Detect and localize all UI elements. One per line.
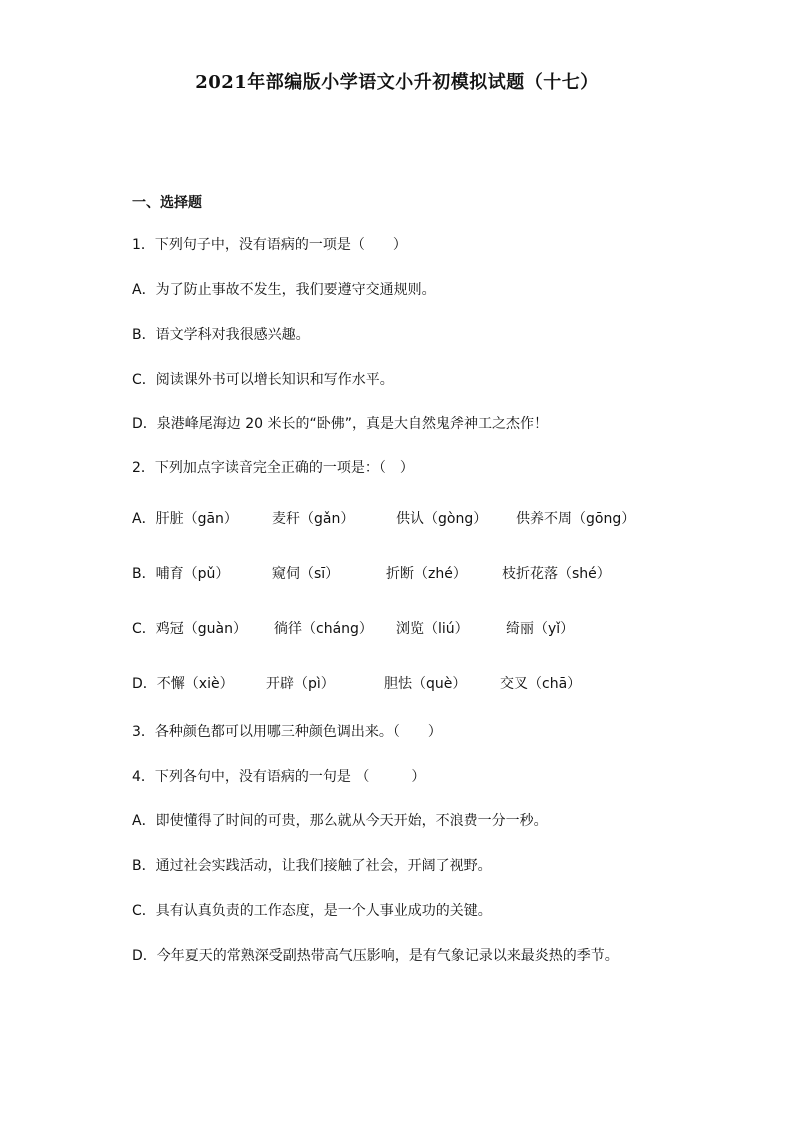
question-1-option-c: C．阅读课外书可以增长知识和写作水平。 xyxy=(132,372,394,388)
option-cell: 开辟（pì） xyxy=(266,676,335,692)
option-cell: 麦秆（gǎn） xyxy=(272,511,355,527)
question-1-option-d: D．泉港峰尾海边 20 米长的“卧佛”，真是大自然鬼斧神工之杰作！ xyxy=(132,416,548,432)
option-cell: D．不懈（xiè） xyxy=(132,676,234,692)
question-3-stem: 3．各种颜色都可以用哪三种颜色调出来。（ ） xyxy=(132,724,442,740)
page-title: 2021年部编版小学语文小升初模拟试题（十七） xyxy=(195,72,599,93)
option-cell: C．鸡冠（guàn） xyxy=(132,621,247,637)
option-cell: 交叉（chā） xyxy=(500,676,582,692)
question-4-option-d: D．今年夏天的常熟深受副热带高气压影响，是有气象记录以来最炎热的季节。 xyxy=(132,948,619,964)
option-cell: 窥伺（sī） xyxy=(272,566,340,582)
section-heading: 一、选择题 xyxy=(132,195,202,211)
question-4-option-b: B．通过社会实践活动，让我们接触了社会，开阔了视野。 xyxy=(132,858,492,874)
question-2-stem: 2．下列加点字读音完全正确的一项是：（ ） xyxy=(132,460,414,476)
option-cell: 供认（gòng） xyxy=(396,511,488,527)
question-1-option-b: B．语文学科对我很感兴趣。 xyxy=(132,327,310,343)
option-cell: 供养不周（gōng） xyxy=(516,511,636,527)
option-cell: 胆怯（què） xyxy=(384,676,467,692)
question-4-stem: 4．下列各句中，没有语病的一句是 （ ） xyxy=(132,769,426,785)
option-cell: 浏览（liú） xyxy=(396,621,469,637)
option-cell: 绮丽（yǐ） xyxy=(506,621,575,637)
option-cell: 枝折花落（shé） xyxy=(502,566,611,582)
option-cell: A．肝脏（gān） xyxy=(132,511,238,527)
question-1-option-a: A．为了防止事故不发生，我们要遵守交通规则。 xyxy=(132,282,436,298)
question-1-stem: 1．下列句子中，没有语病的一项是（ ） xyxy=(132,237,407,253)
question-4-option-c: C．具有认真负责的工作态度，是一个人事业成功的关键。 xyxy=(132,903,492,919)
option-cell: 折断（zhé） xyxy=(386,566,467,582)
option-cell: B．哺育（pǔ） xyxy=(132,566,230,582)
question-4-option-a: A．即使懂得了时间的可贵，那么就从今天开始，不浪费一分一秒。 xyxy=(132,813,548,829)
option-cell: 徜徉（cháng） xyxy=(274,621,373,637)
